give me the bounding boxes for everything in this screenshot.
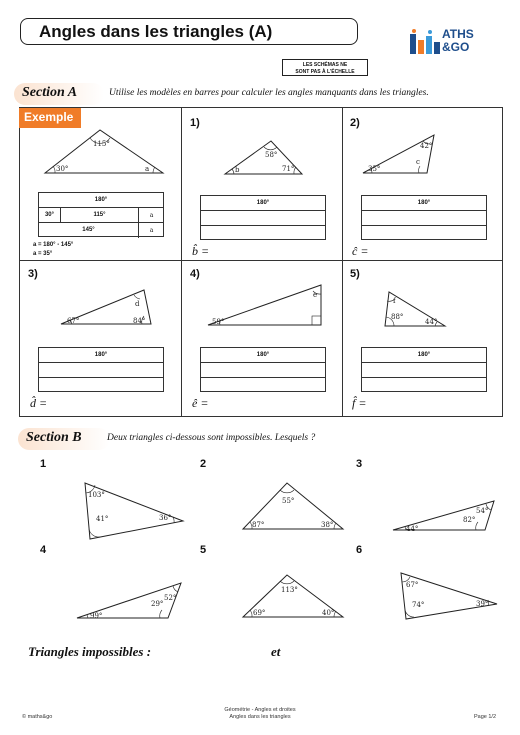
example-triangle xyxy=(40,125,170,180)
bar-row xyxy=(362,378,486,393)
and-label: et xyxy=(271,644,281,659)
bar-total: 180° xyxy=(39,348,163,363)
impossible-label: Triangles impossibles : xyxy=(28,644,152,659)
section-a-instruction: Utilise les modèles en barres pour calculer les angles manquants dans les triangles. xyxy=(109,88,429,98)
triangle-number: 4 xyxy=(40,544,47,556)
angle-label: 44° xyxy=(425,318,438,326)
section-b-header xyxy=(18,428,110,450)
bar-row xyxy=(39,363,163,378)
answer-b: b̂ = xyxy=(192,244,210,258)
angle-label: 38° xyxy=(321,521,334,529)
answer-f: f̂ = xyxy=(352,396,367,410)
triangle-e xyxy=(205,282,323,328)
bar-model-d xyxy=(38,347,164,392)
triangle-number: 2 xyxy=(200,458,207,470)
bar-row xyxy=(201,363,325,378)
question-number: 1) xyxy=(190,117,200,129)
answer-e: ê = xyxy=(192,396,209,410)
triangle-c xyxy=(360,132,440,177)
question-number: 5) xyxy=(350,268,360,280)
angle-label: 82° xyxy=(463,516,476,524)
triangle-number: 3 xyxy=(356,458,363,470)
angle-label: 74° xyxy=(412,601,425,609)
angle-label: 59° xyxy=(212,318,225,326)
bar-row: 30° 115° a xyxy=(39,208,163,223)
grid-divider xyxy=(20,260,502,261)
example-bar-model xyxy=(38,192,164,237)
angle-label: a xyxy=(145,165,150,173)
bar-model-f xyxy=(361,347,487,392)
bar-total: 180° xyxy=(201,348,325,363)
triangle-number: 1 xyxy=(40,458,47,470)
angle-label: d xyxy=(135,300,140,308)
angle-label: 69° xyxy=(253,609,266,617)
triangle-4 xyxy=(74,580,186,622)
bar-row xyxy=(362,211,486,226)
section-a-label: Section A xyxy=(22,85,78,100)
angle-label: 39° xyxy=(476,600,489,608)
answer-c: ĉ = xyxy=(352,244,369,258)
footer-subject: Géométrie - Angles et droites xyxy=(224,707,296,713)
triangle-b xyxy=(222,138,307,178)
angle-label: 71° xyxy=(282,165,295,173)
page-title: Angles dans les triangles (A) xyxy=(39,22,273,41)
angle-label: 41° xyxy=(96,515,109,523)
angle-label: 88° xyxy=(391,313,404,321)
bar-model-e xyxy=(200,347,326,392)
bar-total: 180° xyxy=(39,193,163,208)
angle-label: 36° xyxy=(159,514,172,522)
angle-label: 67° xyxy=(406,581,419,589)
grid-divider xyxy=(342,108,343,416)
angle-label: 54° xyxy=(476,507,489,515)
bar-total: 180° xyxy=(362,196,486,211)
bar-row xyxy=(39,378,163,393)
title-box xyxy=(20,18,358,45)
angle-label: 42° xyxy=(420,142,433,150)
bar-row: 145° a xyxy=(39,223,163,238)
question-number: 4) xyxy=(190,268,200,280)
answer-d: d̂ = xyxy=(30,396,48,410)
angle-label: 84° xyxy=(133,317,146,325)
angle-label: 44° xyxy=(406,525,419,533)
bar-model-c xyxy=(361,195,487,240)
bar-total: 180° xyxy=(362,348,486,363)
triangle-d xyxy=(58,286,153,328)
bar-row xyxy=(201,226,325,241)
bar-model-b xyxy=(200,195,326,240)
grid-divider xyxy=(181,108,182,416)
bar-row xyxy=(362,226,486,241)
angle-label: 40° xyxy=(322,609,335,617)
footer-copyright: © maths&go xyxy=(22,714,53,720)
section-a-header xyxy=(14,83,104,105)
angle-label: 58° xyxy=(265,151,278,159)
angle-label: 99° xyxy=(90,612,103,620)
bar-total: 180° xyxy=(201,196,325,211)
angle-label: 113° xyxy=(281,586,298,594)
section-b-label: Section B xyxy=(26,430,82,445)
triangle-3 xyxy=(390,498,500,534)
angle-label: 103° xyxy=(88,491,105,499)
brand-logo xyxy=(408,28,494,58)
triangle-1 xyxy=(82,480,187,542)
example-work-line: a = 180° - 145° xyxy=(33,242,74,248)
question-number: 3) xyxy=(28,268,38,280)
triangle-number: 5 xyxy=(200,544,207,556)
footer-topic: Angles dans les triangles xyxy=(229,714,291,720)
angle-label: 52° xyxy=(164,594,177,602)
angle-label: f xyxy=(393,297,396,305)
bar-row xyxy=(201,211,325,226)
question-number: 2) xyxy=(350,117,360,129)
angle-label: c xyxy=(416,158,420,166)
triangle-5 xyxy=(240,572,346,620)
scale-note: LES SCHÉMAS NE SONT PAS À L'ÉCHELLE xyxy=(282,59,368,76)
angle-label: 87° xyxy=(252,521,265,529)
section-b-instruction: Deux triangles ci-dessous sont impossibles. Lesquels ? xyxy=(107,433,316,443)
angle-label: 29° xyxy=(151,600,164,608)
triangle-number: 6 xyxy=(356,544,363,556)
logo-text: ATHS &GO xyxy=(442,27,474,54)
bar-row xyxy=(201,378,325,393)
example-badge: Exemple xyxy=(19,108,81,128)
angle-label: 55° xyxy=(282,497,295,505)
angle-label: e xyxy=(313,291,318,299)
footer-page: Page 1/2 xyxy=(474,714,497,720)
angle-label: b xyxy=(235,166,240,174)
angle-label: 30° xyxy=(56,165,69,173)
bar-row xyxy=(362,363,486,378)
angle-label: 35° xyxy=(368,165,381,173)
angle-label: 115° xyxy=(93,140,110,148)
angle-label: 67° xyxy=(67,317,80,325)
example-work-line: a = 35° xyxy=(33,251,53,257)
logo-mark-icon xyxy=(408,28,442,56)
triangle-6 xyxy=(398,570,500,622)
triangle-2 xyxy=(240,480,346,532)
triangle-f xyxy=(383,289,448,329)
